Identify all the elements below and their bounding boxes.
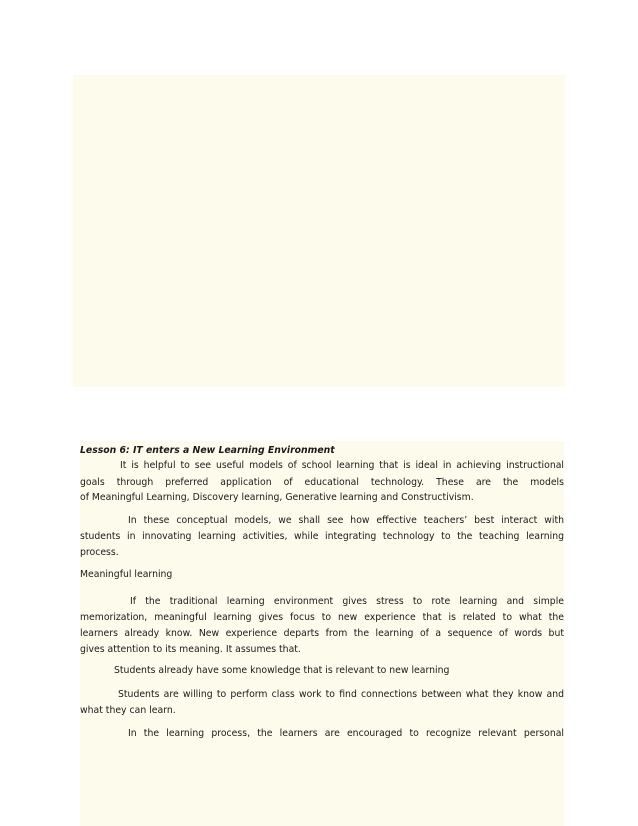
- paragraph-line: of Meaningful Learning, Discovery learning, Generative learning and Constructivism.: [80, 492, 474, 503]
- paragraph-line: goals through preferred application of educational technology. These are the models: [80, 477, 564, 488]
- paragraph-line: If the traditional learning environment gives stress to rote learning and simple: [130, 596, 564, 607]
- lesson-title: Lesson 6: IT enters a New Learning Environment: [80, 445, 335, 456]
- paragraph-line: In these conceptual models, we shall see how effective teachers’ best interact with: [128, 515, 564, 526]
- paragraph-line: Students already have some knowledge that is relevant to new learning: [114, 665, 450, 676]
- paragraph-line: It is helpful to see useful models of school learning that is ideal in achieving instructional: [120, 460, 564, 471]
- lesson-text-block: [80, 441, 564, 826]
- blank-content-panel: [73, 75, 565, 387]
- paragraph-line: memorization, meaningful learning gives focus to new experience that is related to what the: [80, 612, 564, 623]
- paragraph-line: what they can learn.: [80, 705, 176, 716]
- paragraph-line: Students are willing to perform class work to find connections between what they know and: [118, 689, 564, 700]
- paragraph-line: students in innovating learning activities, while integrating technology to the teaching learning: [80, 531, 564, 542]
- paragraph-line: learners already know. New experience departs from the learning of a sequence of words but: [80, 628, 564, 639]
- section-heading: Meaningful learning: [80, 569, 173, 580]
- paragraph-line: process.: [80, 547, 119, 558]
- paragraph-line: In the learning process, the learners are encouraged to recognize relevant personal: [128, 728, 564, 739]
- paragraph-line: gives attention to its meaning. It assumes that.: [80, 644, 301, 655]
